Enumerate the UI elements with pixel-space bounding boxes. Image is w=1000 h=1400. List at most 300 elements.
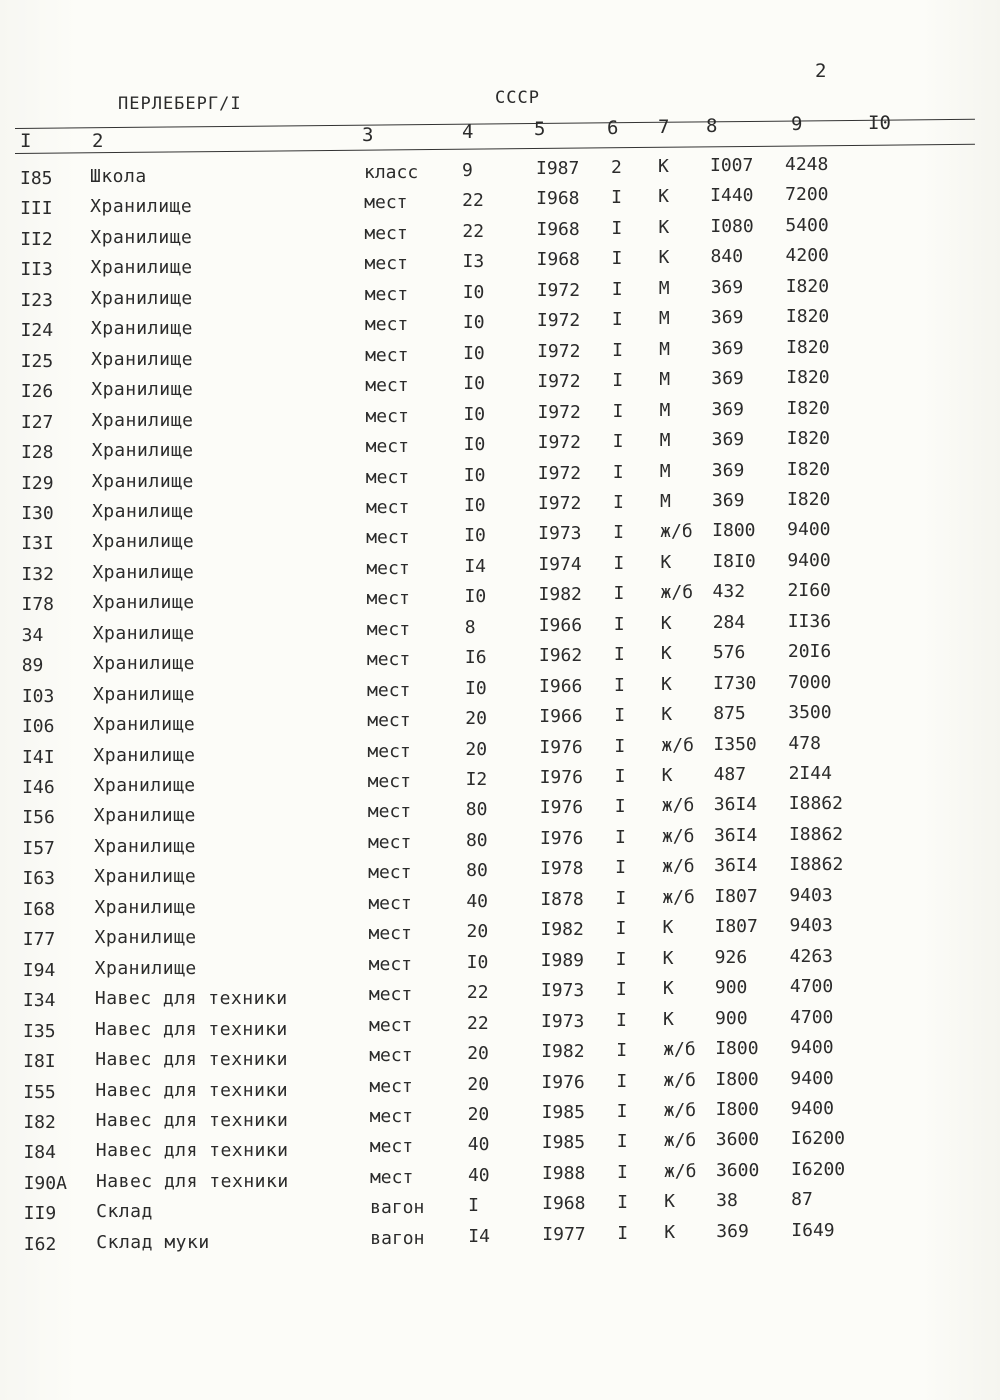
area-cell: 369 [711,368,744,390]
table-row [0,275,1000,318]
volume-cell: 4248 [785,154,829,175]
unit-cell: мест [366,557,410,579]
volume-cell: 2I44 [788,763,832,784]
unit-cell: мест [367,771,411,792]
year-cell: I977 [542,1223,586,1245]
year-cell: I968 [542,1193,586,1215]
count-cell: I [612,339,623,361]
table-row [0,1067,1000,1110]
material-cell: К [660,551,672,573]
capacity-cell: I4 [464,555,487,577]
area-cell: 38 [716,1190,738,1212]
volume-cell: I820 [786,367,830,389]
capacity-cell: 80 [466,860,488,882]
unit-cell: мест [364,222,408,244]
object-number-cell: I68 [22,898,56,920]
area-cell: I350 [713,733,757,755]
table-row [0,884,1000,927]
unit-cell: мест [369,1014,413,1036]
column-number: I0 [868,112,891,134]
volume-cell: I820 [786,336,830,358]
count-cell: I [611,278,623,300]
area-cell: I800 [712,520,756,542]
object-number-cell: I77 [22,929,56,951]
object-name-cell: Хранилище [91,500,195,522]
table-row [0,1097,1000,1140]
material-cell: К [664,1191,675,1213]
capacity-cell: 8 [464,616,476,638]
capacity-cell: 22 [462,220,485,242]
material-cell: К [660,643,672,665]
capacity-cell: 22 [462,190,484,212]
volume-cell: I820 [786,397,830,419]
object-number-cell: I46 [22,777,55,798]
unit-cell: мест [367,679,411,701]
header-location: ПЕРЛЕБЕРГ/I [118,94,242,114]
count-cell: I [613,613,625,635]
capacity-cell: I0 [463,434,486,456]
unit-cell: мест [367,801,412,823]
object-number-cell: I24 [20,320,54,342]
capacity-cell: 20 [467,1073,490,1095]
count-cell: I [613,644,625,666]
year-cell: I968 [536,188,580,210]
object-name-cell: Навес для техники [95,1140,289,1162]
count-cell: I [612,461,624,483]
capacity-cell: I [468,1195,479,1217]
year-cell: I966 [539,675,583,697]
volume-cell: 4263 [789,945,834,967]
unit-cell: мест [369,1105,413,1127]
object-number-cell: II9 [23,1203,57,1225]
object-name-cell: Хранилище [94,927,197,949]
capacity-cell: I0 [463,342,485,364]
unit-cell: мест [365,466,410,488]
capacity-cell: 20 [465,708,487,730]
year-cell: I976 [539,736,583,758]
count-cell: I [611,187,623,209]
material-cell: К [658,156,669,177]
area-cell: 284 [712,611,746,633]
capacity-cell: I0 [462,281,485,303]
unit-cell: мест [369,1045,413,1067]
count-cell: I [616,1131,628,1153]
object-name-cell: Хранилище [92,561,195,583]
count-cell: I [614,826,626,848]
table-row [0,428,1000,470]
object-name-cell: Хранилище [91,409,194,431]
volume-cell: 9400 [787,519,831,541]
area-cell: 369 [711,337,744,359]
table-row [0,1037,1000,1079]
area-cell: 369 [711,459,745,481]
column-number: I [20,130,32,152]
object-name-cell: Хранилище [92,531,195,553]
count-cell: I [615,887,627,909]
object-number-cell: I78 [21,594,55,616]
unit-cell: мест [368,892,412,914]
material-cell: М [658,277,670,299]
year-cell: I976 [539,797,584,819]
column-number: 2 [92,130,104,152]
area-cell: 369 [711,398,744,420]
table-row [0,245,1000,287]
table-row [0,336,1000,379]
year-cell: I966 [539,706,583,728]
volume-cell: 4700 [789,976,834,998]
object-name-cell: Хранилище [93,744,196,766]
material-cell: М [659,338,670,360]
table-row [0,976,1000,1018]
year-cell: I985 [541,1101,585,1123]
table-row [0,854,1000,896]
capacity-cell: 20 [465,738,488,760]
year-cell: I982 [538,584,582,606]
area-cell: 369 [711,489,745,511]
area-cell: I007 [710,155,754,176]
column-number: 4 [462,121,474,143]
year-cell: I973 [541,1010,585,1032]
table-row [0,549,1000,592]
capacity-cell: I0 [463,464,486,486]
volume-cell: 3500 [788,702,832,724]
object-number-cell: I28 [20,442,54,464]
volume-cell: 20I6 [787,641,832,663]
area-cell: I800 [715,1068,759,1090]
year-cell: I966 [538,614,583,636]
material-cell: К [661,765,673,786]
table-row [0,915,1000,957]
unit-cell: мест [366,618,411,640]
volume-cell: 7200 [785,184,829,206]
year-cell: I976 [539,827,584,849]
object-number-cell: I4I [22,746,55,768]
object-number-cell: I63 [22,868,55,890]
unit-cell: мест [367,710,411,732]
object-name-cell: Хранилище [93,714,196,736]
year-cell: I974 [538,553,582,575]
column-number: 3 [362,124,374,146]
material-cell: ж/б [663,1160,697,1182]
volume-cell: I8862 [788,793,843,815]
object-name-cell: Хранилище [90,226,193,248]
capacity-cell: 9 [462,160,473,181]
count-cell: I [616,1161,628,1183]
object-name-cell: Хранилище [92,653,195,675]
object-name-cell: Хранилище [90,257,193,279]
unit-cell: мест [364,283,409,305]
count-cell: 2 [611,157,622,178]
count-cell: I [614,674,625,696]
object-number-cell: I35 [23,1020,56,1042]
volume-cell: 2I60 [787,580,831,602]
material-cell: ж/б [661,825,695,847]
count-cell: I [617,1222,629,1244]
table-row [0,732,1000,775]
capacity-cell: 40 [467,1164,490,1186]
object-number-cell: I56 [22,807,55,829]
material-cell: ж/б [662,886,695,908]
count-cell: I [615,979,627,1001]
count-cell: I [614,796,626,818]
capacity-cell: 22 [466,982,489,1004]
table-row [0,793,1000,835]
unit-cell: мест [369,1136,414,1158]
material-cell: ж/б [662,856,695,878]
count-cell: I [613,552,625,574]
object-name-cell: Склад муки [96,1231,210,1253]
capacity-cell: I0 [463,373,485,395]
material-cell: К [658,186,670,208]
count-cell: I [612,431,624,453]
capacity-cell: I0 [465,677,487,699]
column-number: 7 [658,116,670,138]
year-cell: I976 [539,767,583,788]
unit-cell: мест [365,375,409,397]
object-name-cell: Школа [90,166,147,187]
column-number: 5 [534,118,546,140]
year-cell: I968 [536,218,580,240]
year-cell: I978 [540,858,584,880]
table-row [0,580,1000,622]
count-cell: I [616,1070,628,1092]
material-cell: М [659,460,671,482]
unit-cell: мест [368,923,412,945]
material-cell: ж/б [660,582,694,604]
count-cell: I [614,705,626,727]
unit-cell: мест [367,740,411,762]
object-name-cell: Хранилище [90,196,193,218]
object-name-cell: Хранилище [91,379,194,401]
count-cell: I [615,918,627,940]
count-cell: I [612,370,624,392]
unit-cell: мест [364,314,409,336]
object-number-cell: 89 [21,655,44,677]
object-name-cell: Хранилище [93,775,196,796]
table-row [0,763,1000,805]
unit-cell: мест [368,862,412,884]
object-number-cell: II3 [20,259,53,281]
count-cell: I [616,1009,627,1031]
object-name-cell: Хранилище [93,805,196,827]
column-number: 8 [706,115,718,137]
table-row [0,488,1000,531]
object-number-cell: I62 [23,1233,57,1255]
volume-cell: 9400 [787,549,831,571]
object-name-cell: Хранилище [90,287,193,309]
object-name-cell: Навес для техники [95,1109,289,1131]
area-cell: 900 [715,1007,748,1029]
volume-cell: I820 [786,458,831,480]
capacity-cell: 80 [465,829,488,851]
volume-cell: 9403 [789,884,833,906]
capacity-cell: I0 [463,403,486,425]
material-cell: К [658,216,670,238]
object-name-cell: Хранилище [91,440,194,462]
material-cell: М [659,399,671,421]
year-cell: I988 [541,1162,586,1184]
volume-cell: I649 [791,1219,835,1241]
unit-cell: мест [364,253,408,275]
table-row [0,1189,1000,1231]
area-cell: I800 [715,1038,759,1060]
column-number: 6 [607,117,619,139]
object-name-cell: Навес для техники [94,988,288,1010]
volume-cell: 478 [788,732,821,754]
area-cell: 36I4 [714,855,758,877]
year-cell: I972 [537,340,581,362]
year-cell: I987 [536,158,580,179]
capacity-cell: 80 [465,799,488,821]
object-number-cell: I90A [23,1172,67,1194]
table-row [0,519,1000,561]
volume-cell: I8862 [789,854,844,876]
object-number-cell: I06 [21,716,55,738]
year-cell: I972 [537,462,582,484]
volume-cell: 87 [791,1189,813,1211]
unit-cell: мест [367,831,412,853]
object-number-cell: I23 [20,289,53,311]
year-cell: I972 [536,279,581,301]
page-number: 2 [815,60,827,82]
object-number-cell: I34 [22,990,56,1012]
area-cell: 3600 [715,1159,760,1181]
area-cell: 926 [714,946,748,968]
object-number-cell: I84 [23,1142,56,1164]
material-cell: К [662,917,674,939]
count-cell: I [613,522,624,544]
area-cell: I8I0 [712,550,756,572]
count-cell: I [611,309,623,331]
column-number: 9 [791,113,803,135]
table-row [0,458,1000,501]
volume-cell: I6200 [790,1158,846,1180]
capacity-cell: I0 [463,494,486,516]
object-name-cell: Навес для техники [95,1049,288,1071]
year-cell: I982 [540,919,584,941]
count-cell: I [614,766,626,787]
capacity-cell: 40 [467,1134,490,1156]
area-cell: I440 [710,185,754,207]
capacity-cell: 40 [466,890,488,912]
volume-cell: II36 [787,610,832,632]
table-row [0,1158,1000,1201]
capacity-cell: I2 [465,769,488,790]
volume-cell: I820 [786,488,831,510]
volume-cell: 9400 [790,1067,834,1089]
object-number-cell: I26 [20,381,54,403]
table-row [0,397,1000,440]
table-row [0,702,1000,744]
unit-cell: мест [366,527,410,549]
object-number-cell: I3I [21,533,54,555]
object-name-cell: Хранилище [91,348,194,370]
area-cell: 3600 [715,1129,760,1151]
table-row [0,823,1000,866]
object-number-cell: I85 [20,168,53,189]
table-row [0,367,1000,409]
count-cell: I [616,1040,628,1062]
area-cell: 36I4 [713,794,758,816]
volume-cell: 4200 [785,245,829,267]
area-cell: I807 [714,885,758,907]
unit-cell: вагон [370,1197,425,1219]
capacity-cell: I3 [462,251,485,273]
material-cell: К [662,947,674,969]
area-cell: 900 [714,977,748,999]
year-cell: I973 [540,980,585,1002]
object-number-cell: I25 [20,350,54,372]
unit-cell: мест [369,1166,414,1188]
material-cell: К [663,1008,674,1030]
object-name-cell: Хранилище [93,835,196,857]
object-number-cell: 34 [21,624,44,646]
year-cell: I972 [536,310,581,332]
area-cell: 369 [710,307,744,329]
material-cell: ж/б [663,1130,697,1152]
table-row [0,945,1000,988]
area-cell: I800 [715,1098,759,1120]
object-number-cell: I27 [20,411,54,433]
object-number-cell: I82 [23,1111,56,1133]
year-cell: I972 [537,492,582,514]
object-name-cell: Хранилище [92,622,195,644]
material-cell: М [659,369,671,391]
table-row [0,1128,1000,1170]
table-row [0,1219,1000,1262]
table-row [0,610,1000,653]
year-cell: I968 [536,249,580,271]
year-cell: I976 [541,1071,585,1093]
material-cell: К [661,673,672,695]
object-number-cell: III [20,198,53,220]
unit-cell: мест [365,496,410,518]
material-cell: М [658,308,670,330]
table-row [0,671,1000,714]
area-cell: 840 [710,246,744,268]
count-cell: I [617,1192,628,1214]
object-number-cell: I55 [23,1081,56,1103]
count-cell: I [613,583,625,605]
material-cell: М [659,490,671,512]
unit-cell: класс [364,162,419,183]
material-cell: ж/б [661,734,694,756]
year-cell: I972 [537,401,581,423]
table-row [0,641,1000,683]
table-row [0,154,1000,196]
unit-cell: мест [366,649,411,671]
object-number-cell: I30 [21,502,54,524]
area-cell: 432 [712,581,746,603]
count-cell: I [612,400,624,422]
object-number-cell: I29 [21,472,54,494]
object-number-cell: I57 [22,837,55,859]
object-name-cell: Хранилище [94,896,197,918]
table-row [0,306,1000,348]
capacity-cell: 20 [467,1043,489,1065]
object-number-cell: I94 [22,959,56,981]
material-cell: ж/б [660,521,693,543]
count-cell: I [616,1100,628,1122]
unit-cell: вагон [370,1227,425,1249]
area-cell: 875 [713,703,746,725]
year-cell: I972 [537,432,581,454]
volume-cell: 4700 [790,1006,834,1028]
count-cell: I [615,948,627,970]
table-row [0,1006,1000,1049]
volume-cell: 7000 [788,671,832,693]
volume-cell: 9403 [789,915,833,937]
